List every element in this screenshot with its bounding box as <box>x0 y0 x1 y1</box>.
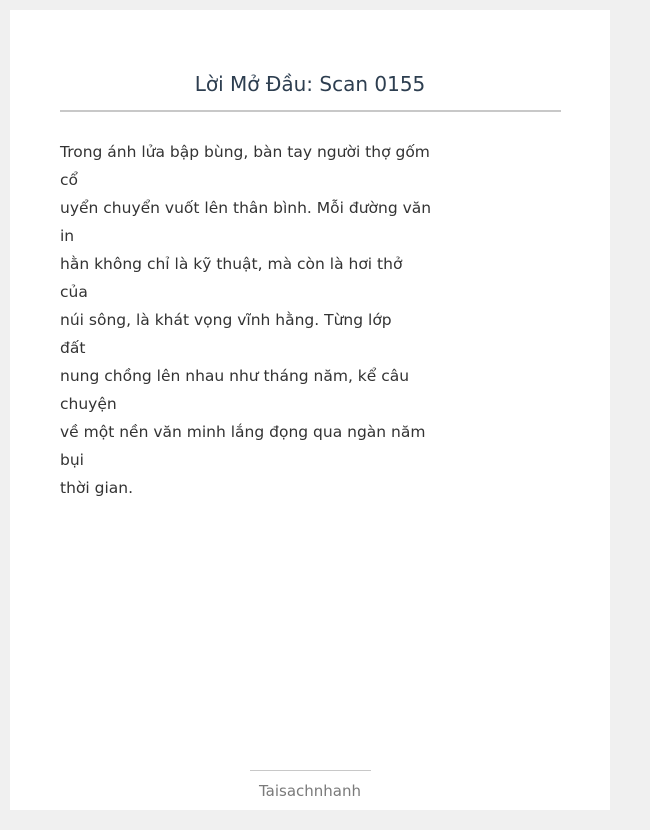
document-title: Lời Mở Đầu: Scan 0155 <box>194 72 426 96</box>
body-line: chuyện <box>60 395 117 413</box>
document-page <box>10 10 610 810</box>
body-line: bụi <box>60 451 84 469</box>
document-body <box>60 138 600 502</box>
body-line: thời gian. <box>60 479 134 497</box>
footer-publisher: Taisachnhanh <box>258 782 362 800</box>
body-line: Trong ánh lửa bập bùng, bàn tay người thợ gốm <box>60 143 430 161</box>
body-line: đất <box>60 339 86 357</box>
title-divider <box>60 110 561 112</box>
body-line: in <box>60 227 75 245</box>
footer-divider <box>250 770 371 771</box>
body-line: của <box>60 283 88 301</box>
body-line: về một nền văn minh lắng đọng qua ngàn năm <box>60 423 426 441</box>
body-line: núi sông, là khát vọng vĩnh hằng. Từng lớp <box>60 311 392 329</box>
body-line: cổ <box>60 171 79 189</box>
body-line: hằn không chỉ là kỹ thuật, mà còn là hơi thở <box>60 255 403 273</box>
body-line: uyển chuyển vuốt lên thân bình. Mỗi đường văn <box>60 199 432 217</box>
body-line: nung chồng lên nhau như tháng năm, kể câu <box>60 367 410 385</box>
